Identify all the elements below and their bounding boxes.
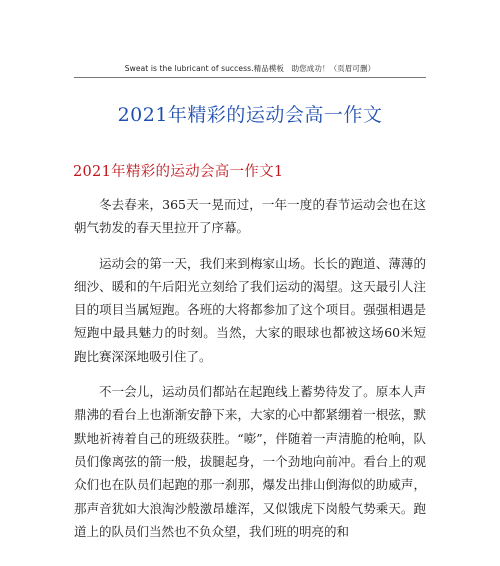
page-header: Sweat is the lubricant of success.精品模板 助您成功！（页眉可删） — [124, 64, 376, 73]
paragraph-1: 冬去春来，365天一晃而过，一年一度的春节运动会也在这朝气勃发的春天里拉开了序幕。 — [74, 197, 426, 236]
paragraph-2: 运动会的第一天，我们来到梅家山场。长长的跑道、薄薄的细沙、暖和的午后阳光立刻给了我们运动的渴望。这天最引人注目的项目当属短跑。各班的大将都参加了这个项目。强强相遇是短跑中最具魅力的时刻。当然，大家的眼球也都被这场60米短跑比赛深深地吸引住了。 — [74, 255, 426, 364]
document-title: 2021年精彩的运动会高一作文 — [117, 104, 383, 126]
document-body — [74, 193, 426, 555]
section-heading: 2021年精彩的运动会高一作文1 — [73, 164, 284, 180]
paragraph-3: 不一会儿，运动员们都站在起跑线上蓄势待发了。原本人声鼎沸的看台上也渐渐安静下来，大家的心中都紧绷着一根弦，默默地祈祷着自己的班级获胜。“嘭”，伴随着一声清脆的枪响，队员们像离弦的箭一般，拔腿起身，一个劲地向前冲。看台上的观众们也在队员们起跑的那一刹那，爆发出排山倒海似的助威声，那声音犹如大浪淘沙般激昂雄浑，又似饿虎下岗般气势乘天。跑道上的队员们当然也不负众望，我们班的明亮的和 — [74, 384, 426, 539]
header-divider — [74, 77, 426, 78]
